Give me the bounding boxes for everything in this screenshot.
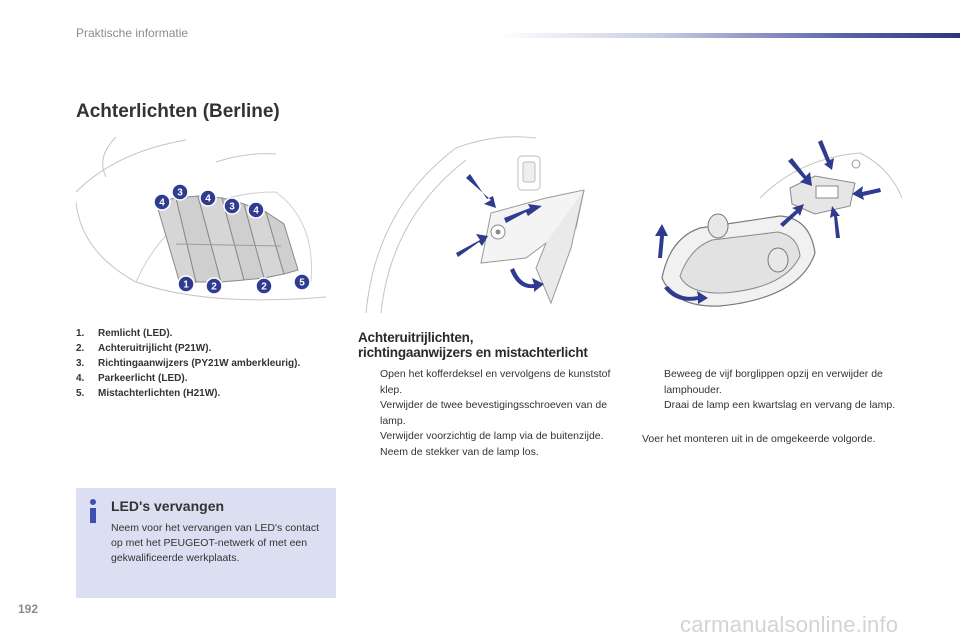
steps-left-list [358, 367, 618, 460]
callout-number: 5 [299, 277, 305, 289]
lamp-legend-list [76, 326, 336, 401]
arrow-tab-1 [788, 158, 812, 186]
step-item [358, 367, 618, 398]
callout-number: 3 [229, 201, 235, 213]
page-title: Achterlichten (Berline) [76, 101, 280, 122]
step-item [358, 445, 618, 461]
trunk-panel-illustration [356, 128, 616, 318]
legend-number: 3. [76, 358, 85, 369]
arrow-screw-upper [466, 174, 496, 208]
info-box-text: Neem voor het vervangen van LED's contact op met het PEUGEOT-netwerk of met een gekwalificeerde werkplaats. [111, 522, 320, 564]
step-item [642, 367, 902, 398]
legend-text: Achteruitrijlicht (P21W). [98, 343, 212, 354]
legend-number: 4. [76, 373, 85, 384]
legend-number: 5. [76, 388, 85, 399]
step-item [358, 398, 618, 429]
legend-text: Richtingaanwijzers (PY21W amberkleurig). [98, 358, 301, 369]
legend-text: Parkeerlicht (LED). [98, 373, 188, 384]
arrow-tab-3 [852, 186, 881, 200]
legend-text: Mistachterlichten (H21W). [98, 388, 221, 399]
header-accent-bar [500, 33, 960, 38]
step-item [358, 429, 618, 445]
step-item [642, 398, 902, 414]
callout-marker [224, 198, 240, 214]
arrow-tab-4 [830, 206, 840, 238]
callout-marker [206, 278, 222, 294]
info-box [76, 488, 336, 598]
legend-item [76, 326, 336, 341]
callout-number: 4 [205, 193, 211, 205]
step-text: Verwijder voorzichtig de lamp via de buitenzijde. [380, 430, 604, 442]
section-title [358, 330, 588, 360]
legend-item [76, 386, 336, 401]
legend-item [76, 371, 336, 386]
steps-right-list [642, 367, 902, 414]
legend-text: Remlicht (LED). [98, 328, 173, 339]
section-title-line-1: Achteruitrijlichten, [358, 330, 474, 345]
step-text: Draai de lamp een kwartslag en vervang de lamp. [664, 399, 896, 411]
callout-number: 4 [159, 197, 165, 209]
legend-number: 1. [76, 328, 85, 339]
callout-marker [154, 194, 170, 210]
legend-item [76, 341, 336, 356]
step-text: Open het kofferdeksel en vervolgens de kunststof klep. [380, 368, 611, 396]
step-text: Neem de stekker van de lamp los. [380, 445, 539, 458]
legend-item [76, 356, 336, 371]
rear-light-illustration [76, 132, 336, 312]
step-text: Verwijder de twee bevestigingsschroeven van de lamp. [380, 399, 608, 427]
callout-marker [172, 184, 188, 200]
callout-marker [294, 274, 310, 290]
callout-marker [200, 190, 216, 206]
callout-marker [178, 276, 194, 292]
callout-marker [256, 278, 272, 294]
info-box-title: LED's vervangen [111, 498, 225, 514]
header-section-label: Praktische informatie [76, 26, 189, 40]
lamp-holder-illustration [640, 128, 910, 318]
section-title-line-2: richtingaanwijzers en mistachterlicht [358, 345, 588, 360]
callout-number: 2 [211, 281, 217, 293]
callout-marker [248, 202, 264, 218]
callout-number: 4 [253, 205, 259, 217]
watermark: carmanualsonline.info [680, 612, 899, 637]
info-icon [86, 498, 100, 524]
step-text: Beweeg de vijf borglippen opzij en verwijder de lamphouder. [664, 368, 883, 396]
page-number: 192 [18, 602, 39, 616]
callout-number: 1 [183, 279, 189, 291]
arrow-lift [655, 224, 668, 258]
closing-text: Voer het monteren uit in de omgekeerde volgorde. [642, 433, 876, 445]
arrow-tab-2 [818, 140, 834, 170]
legend-number: 2. [76, 343, 85, 354]
callout-number: 2 [261, 281, 267, 293]
callout-number: 3 [177, 187, 183, 199]
